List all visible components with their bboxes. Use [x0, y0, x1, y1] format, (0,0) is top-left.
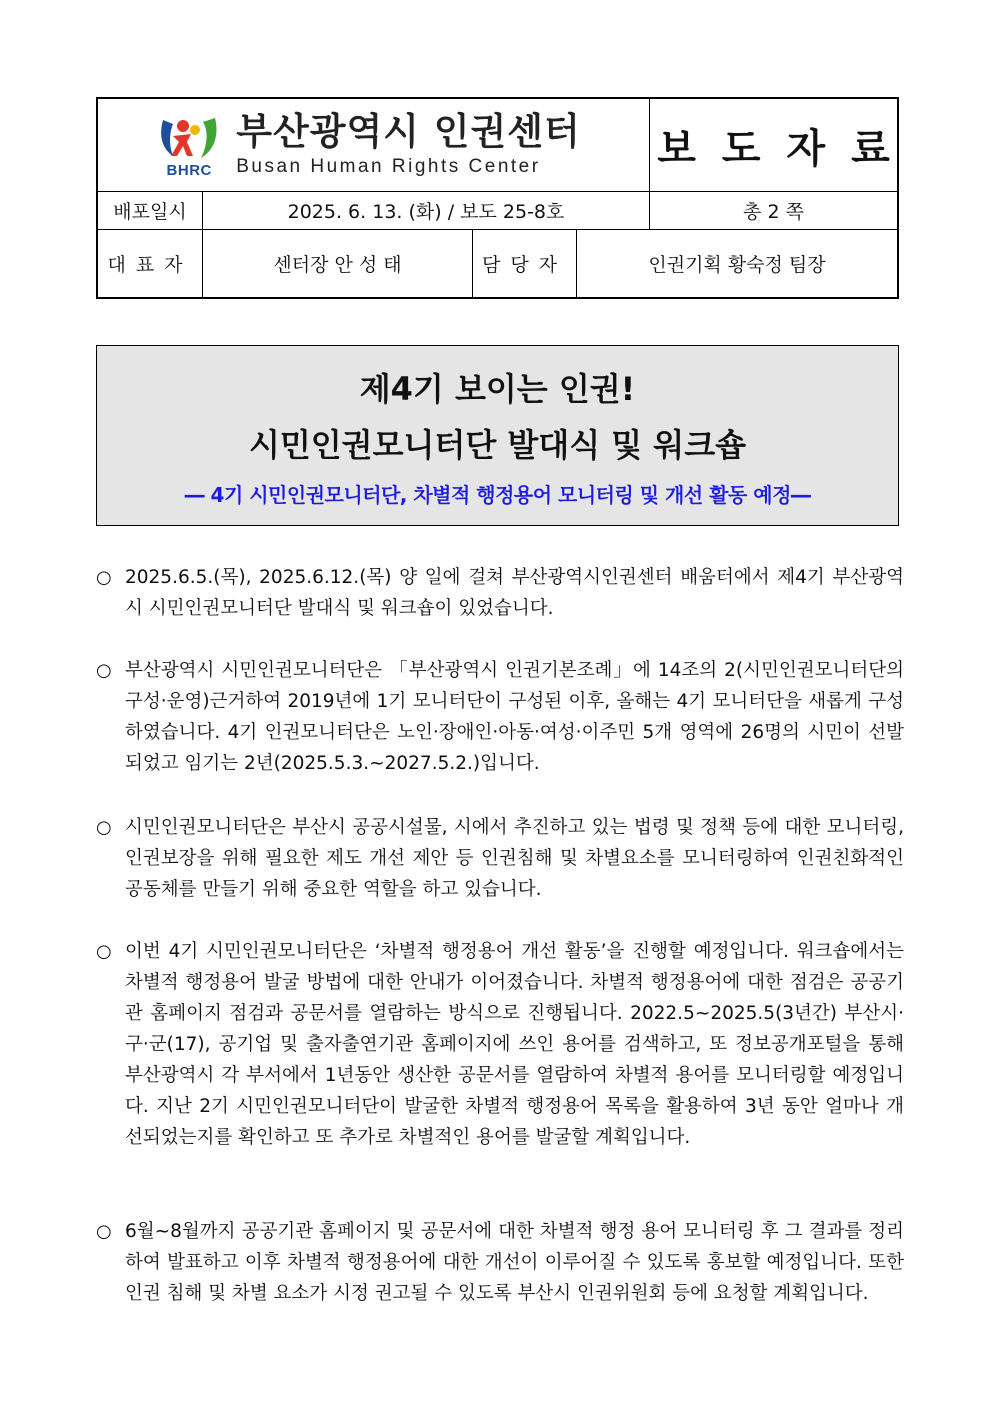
header-row-release — [98, 191, 897, 230]
paragraph-text: 이번 4기 시민인권모니터단은 ‘차별적 행정용어 개선 활동’을 진행할 예정입니다. 워크숍에서는 차별적 행정용어 발굴 방법에 대한 안내가 이어졌습니다. 차별적 행정용어에 대한 점검은 공공기관 홈페이지 점검과 공문서를 열람하는 방식으로 진행됩니다. 2022.5~2025.5(3년간) 부산시·구·군(17), 공기업 및 출자출연기관 홈페이지에 쓰인 용어를 검색하고, 또 정보공개포털을 통해 부산광역시 각 부서에서 1년동안 생산한 공문서를 열람하여 차별적 용어를 모니터링할 예정입니다. 지난 2기 시민인권모니터단이 발굴한 차별적 행정용어 목록을 활용하여 3년 동안 얼마나 개선되었는지를 확인하고 또 추가로 차별적인 용어를 발굴할 계획입니다. — [125, 941, 904, 1148]
press-release-title: 보도자료 — [657, 125, 916, 172]
headline-box — [96, 345, 899, 526]
circle-bullet-icon: ○ — [96, 567, 112, 588]
org-name-korean: 부산광역시 인권센터 — [236, 109, 581, 153]
press-release-title-cell — [649, 99, 916, 191]
emblem-head-red — [177, 120, 189, 132]
paragraph-1 — [96, 562, 904, 624]
press-release-header-table — [96, 97, 916, 299]
paragraph-text: 2025.6.5.(목), 2025.6.12.(목) 양 일에 걸쳐 부산광역시인권센터 배움터에서 제4기 부산광역시 시민인권모니터단 발대식 및 워크숍이 있었습니다. — [125, 567, 904, 619]
bhrc-emblem — [156, 112, 222, 179]
headline-line-1: 제4기 보이는 인권! — [359, 370, 636, 408]
circle-bullet-icon: ○ — [96, 1221, 112, 1242]
paragraph-text: 부산광역시 시민인권모니터단은 「부산광역시 인권기본조례」에 14조의 2(시민인권모니터단의 구성·운영)근거하여 2019년에 1기 모니터단이 구성된 이후, 올해는 4기 모니터단을 새롭게 구성하였습니다. 4기 인권모니터단은 노인·장애인·아동·여성·이주민 5개 영역에 26명의 시민이 선발되었고 임기는 2년(2025.5.3.~2027.5.2.)입니다. — [125, 660, 904, 774]
release-date-label: 배포일시 — [113, 200, 187, 223]
manager-value: 인권기획 황숙정 팀장 — [576, 229, 897, 297]
logo-cell — [98, 99, 649, 191]
org-name-english: Busan Human Rights Center — [236, 156, 541, 178]
paragraph-text: 시민인권모니터단은 부산시 공공시설물, 시에서 추진하고 있는 법령 및 정책 등에 대한 모니터링, 인권보장을 위해 필요한 제도 개선 제안 등 인권침해 및 차별요소를 모니터링하여 인권친화적인 공동체를 만들기 위해 중요한 역할을 하고 있습니다. — [125, 817, 904, 900]
emblem-body-red — [171, 134, 193, 156]
circle-bullet-icon: ○ — [96, 941, 112, 962]
paragraph-5 — [96, 1216, 904, 1309]
emblem-right-leaf — [201, 118, 216, 158]
logo-text — [236, 109, 581, 179]
circle-bullet-icon: ○ — [96, 660, 112, 681]
paragraph-2 — [96, 655, 904, 779]
page-count: 총 2 쪽 — [649, 191, 897, 229]
paragraph-text: 6월~8월까지 공공기관 홈페이지 및 공문서에 대한 차별적 행정 용어 모니터링 후 그 결과를 정리하여 발표하고 이후 차별적 행정용어에 대한 개선이 이루어질 수 있도록 홍보할 예정입니다. 또한 인권 침해 및 차별 요소가 시정 권고될 수 있도록 부산시 인권위원회 등에 요청할 계획입니다. — [125, 1221, 904, 1304]
people-emblem-icon — [157, 112, 221, 164]
emblem-left-leaf — [161, 120, 173, 156]
header-row-logo — [98, 99, 916, 192]
headline-line-2: 시민인권모니터단 발대식 및 워크숍 — [248, 426, 747, 464]
release-date-value: 2025. 6. 13. (화) / 보도 25-8호 — [202, 191, 649, 229]
representative-value: 센터장 안 성 태 — [202, 229, 472, 297]
representative-label: 대표자 — [107, 253, 193, 276]
paragraph-4 — [96, 936, 904, 1153]
logo-abbreviation: BHRC — [166, 161, 212, 179]
paragraph-3 — [96, 812, 904, 905]
manager-label: 담당자 — [472, 229, 576, 297]
headline-subtitle: ― 4기 시민인권모니터단, 차별적 행정용어 모니터링 및 개선 활동 예정― — [184, 483, 811, 507]
org-logo — [156, 109, 581, 179]
circle-bullet-icon: ○ — [96, 817, 112, 838]
emblem-head-yellow — [190, 125, 200, 135]
header-row-contacts — [98, 229, 897, 297]
